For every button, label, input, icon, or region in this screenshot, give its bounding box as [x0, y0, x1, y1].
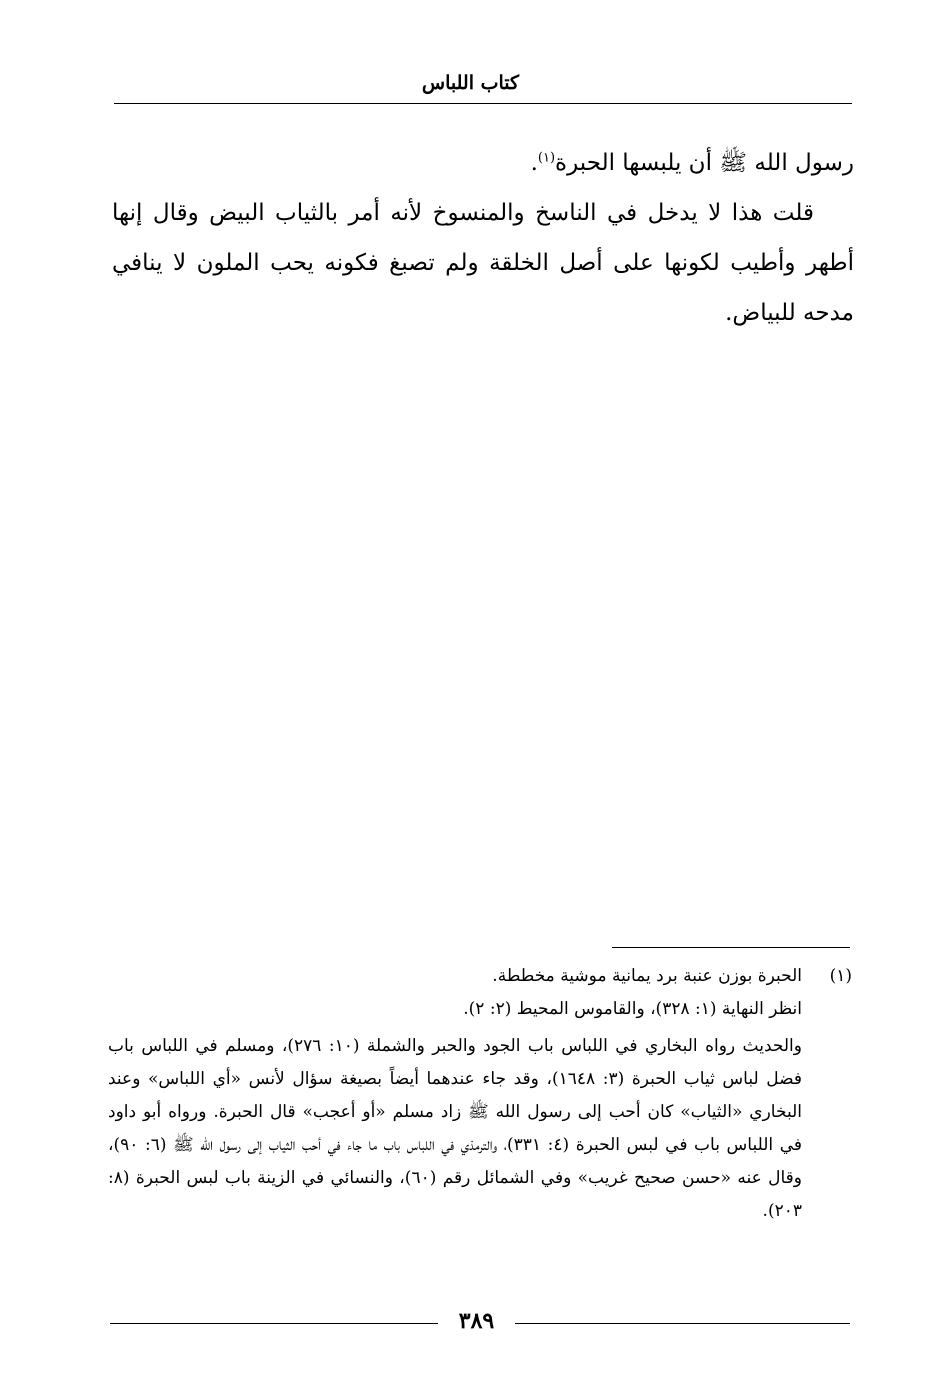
footnote-line-definition: الحبرة بوزن عنبة برد يمانية موشية مخططة.: [492, 966, 802, 986]
main-text-line-1-text: رسول الله ﷺ أن يلبسها الحبرة: [555, 150, 854, 176]
footer-rule-left: [110, 1323, 438, 1324]
footnote-1: [108, 960, 852, 1228]
running-header-title: كتاب اللباس: [421, 72, 520, 94]
footnote-marker: (١): [537, 150, 556, 166]
footnote-line-reference: انظر النهاية (١: ٣٢٨)، والقاموس المحيط (٢: ٢).: [463, 999, 802, 1019]
footnote-divider: [612, 947, 850, 948]
main-text-line-1: [112, 138, 854, 188]
footnote-number: (١): [829, 966, 852, 986]
main-text-paragraph: قلت هذا لا يدخل في الناسخ والمنسوخ لأنه أمر بالثياب البيض وقال إنها أطهر وأطيب لكونها على أصل الخلقة ولم تصبغ فكونه يحب الملون لا ينافي مدحه للبياض.: [112, 200, 854, 326]
footnotes-section: [108, 960, 852, 1228]
page-footer: [110, 1306, 850, 1336]
main-text-line-1-end: .: [530, 150, 538, 176]
footnote-body: [108, 960, 802, 1228]
footer-rule-right: [515, 1323, 850, 1324]
main-text: [112, 138, 854, 338]
footnote-paragraph: والحديث رواه البخاري في اللباس باب الجود والحبر والشملة (١٠: ٢٧٦)، ومسلم في اللباس باب فضل لباس ثياب الحبرة (٣: ١٦٤٨)، وقد جاء عندهما أيضاً بصيغة سؤال لأنس «أي اللباس» وعند البخاري «الثياب» كان أحب إلى رسول الله ﷺ زاد مسلم «أو أعجب» قال الحبرة. ورواه أبو داود في اللباس باب في لبس الحبرة (٤: ٣٣١)، والترمذي في اللباس باب ما جاء في أحب الثياب إلى رسول الله ﷺ (٦: ٩٠)، وقال عنه «حسن صحيح غريب» وفي الشمائل رقم (٦٠)، والنسائي في الزينة باب لبس الحبرة (٨: ٢٠٣).: [108, 1036, 803, 1221]
page-number: ٣٨٩: [458, 1308, 495, 1334]
header-divider: [114, 103, 852, 104]
